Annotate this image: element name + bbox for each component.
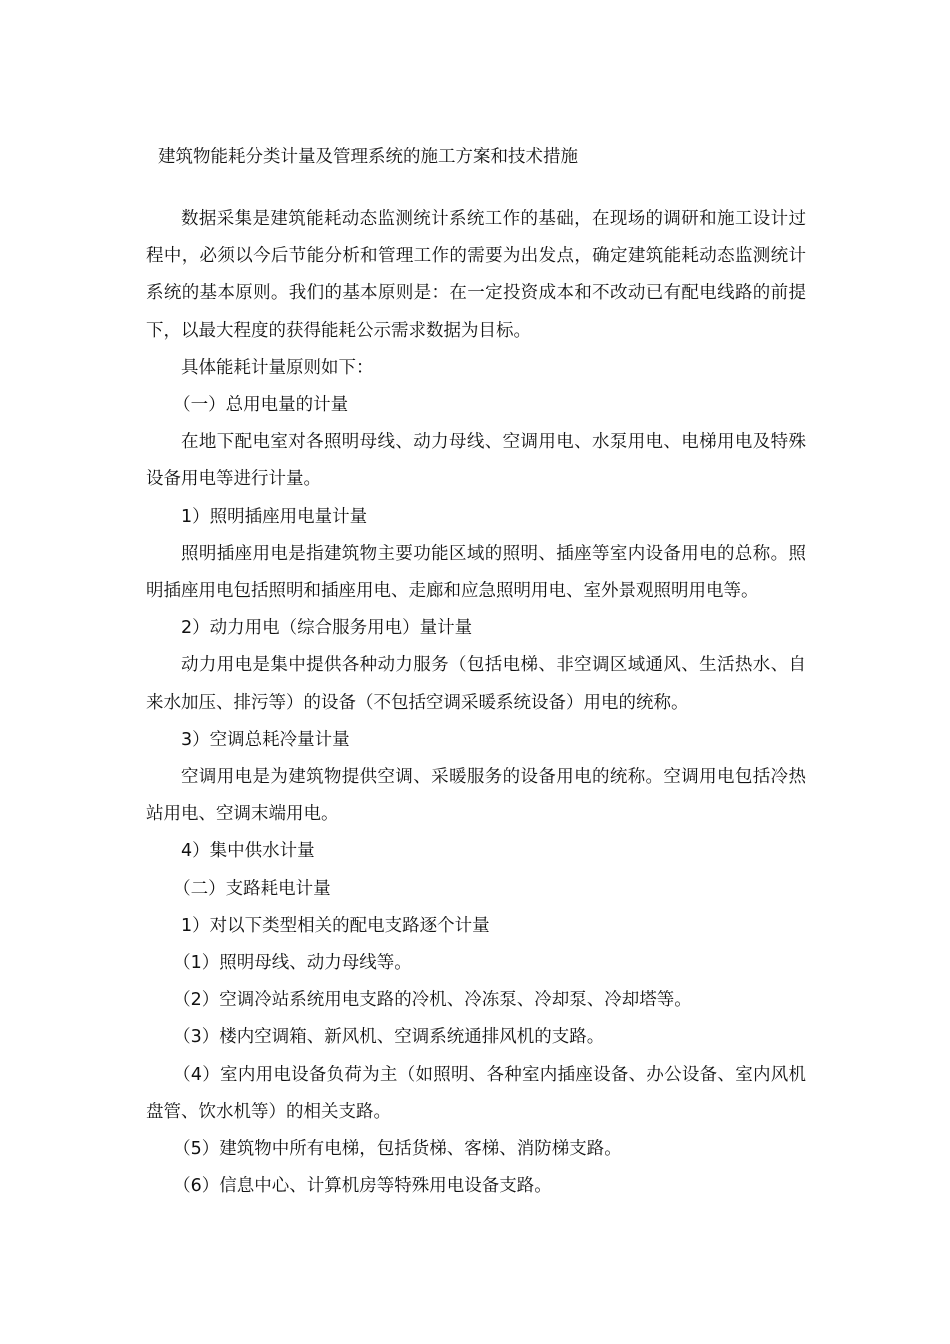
subheading-branch-types: 1）对以下类型相关的配电支路逐个计量 [181, 915, 490, 936]
list-item-2: （2）空调冷站系统用电支路的冷机、冷冻泵、冷却泵、冷却塔等。 [173, 990, 692, 1011]
subheading-power-use: 2）动力用电（综合服务用电）量计量 [181, 618, 473, 639]
paragraph-air-conditioning: 空调用电是为建筑物提供空调、采暖服务的设备用电的统称。空调用电包括冷热站用电、空调末端用电。 [146, 767, 806, 825]
list-item-3: （3）楼内空调箱、新风机、空调系统通排风机的支路。 [173, 1027, 605, 1048]
paragraph-total-power: 在地下配电室对各照明母线、动力母线、空调用电、水泵用电、电梯用电及特殊设备用电等进行计量。 [146, 432, 806, 490]
subheading-lighting-socket: 1）照明插座用电量计量 [181, 506, 368, 527]
list-item-5: （5）建筑物中所有电梯，包括货梯、客梯、消防梯支路。 [173, 1139, 622, 1160]
document-title: 建筑物能耗分类计量及管理系统的施工方案和技术措施 [158, 147, 578, 167]
section-heading-branch-power: （二）支路耗电计量 [173, 878, 331, 899]
subheading-water-supply: 4）集中供水计量 [181, 841, 315, 862]
paragraph-lighting-socket: 照明插座用电是指建筑物主要功能区域的照明、插座等室内设备用电的总称。照明插座用电包括照明和插座用电、走廊和应急照明用电、室外景观照明用电等。 [146, 543, 806, 602]
subheading-air-conditioning: 3）空调总耗冷量计量 [181, 729, 350, 750]
section-heading-total-power: （一）总用电量的计量 [173, 395, 349, 416]
list-item-1: （1）照明母线、动力母线等。 [173, 953, 412, 974]
paragraph-power-use: 动力用电是集中提供各种动力服务（包括电梯、非空调区域通风、生活热水、自来水加压、排污等）的设备（不包括空调采暖系统设备）用电的统称。 [146, 655, 806, 713]
list-item-4: （4）室内用电设备负荷为主（如照明、各种室内插座设备、办公设备、室内风机盘管、饮水机等）的相关支路。 [146, 1064, 806, 1122]
paragraph-data-collection: 数据采集是建筑能耗动态监测统计系统工作的基础，在现场的调研和施工设计过程中，必须以今后节能分析和管理工作的需要为出发点，确定建筑能耗动态监测统计系统的基本原则。我们的基本原则是：在一定投资成本和不改动已有配电线路的前提下，以最大程度的获得能耗公示需求数据为目标。 [146, 209, 806, 341]
paragraph-principles-intro: 具体能耗计量原则如下： [181, 357, 374, 378]
list-item-6: （6）信息中心、计算机房等特殊用电设备支路。 [173, 1176, 552, 1197]
document-body [146, 201, 806, 1205]
